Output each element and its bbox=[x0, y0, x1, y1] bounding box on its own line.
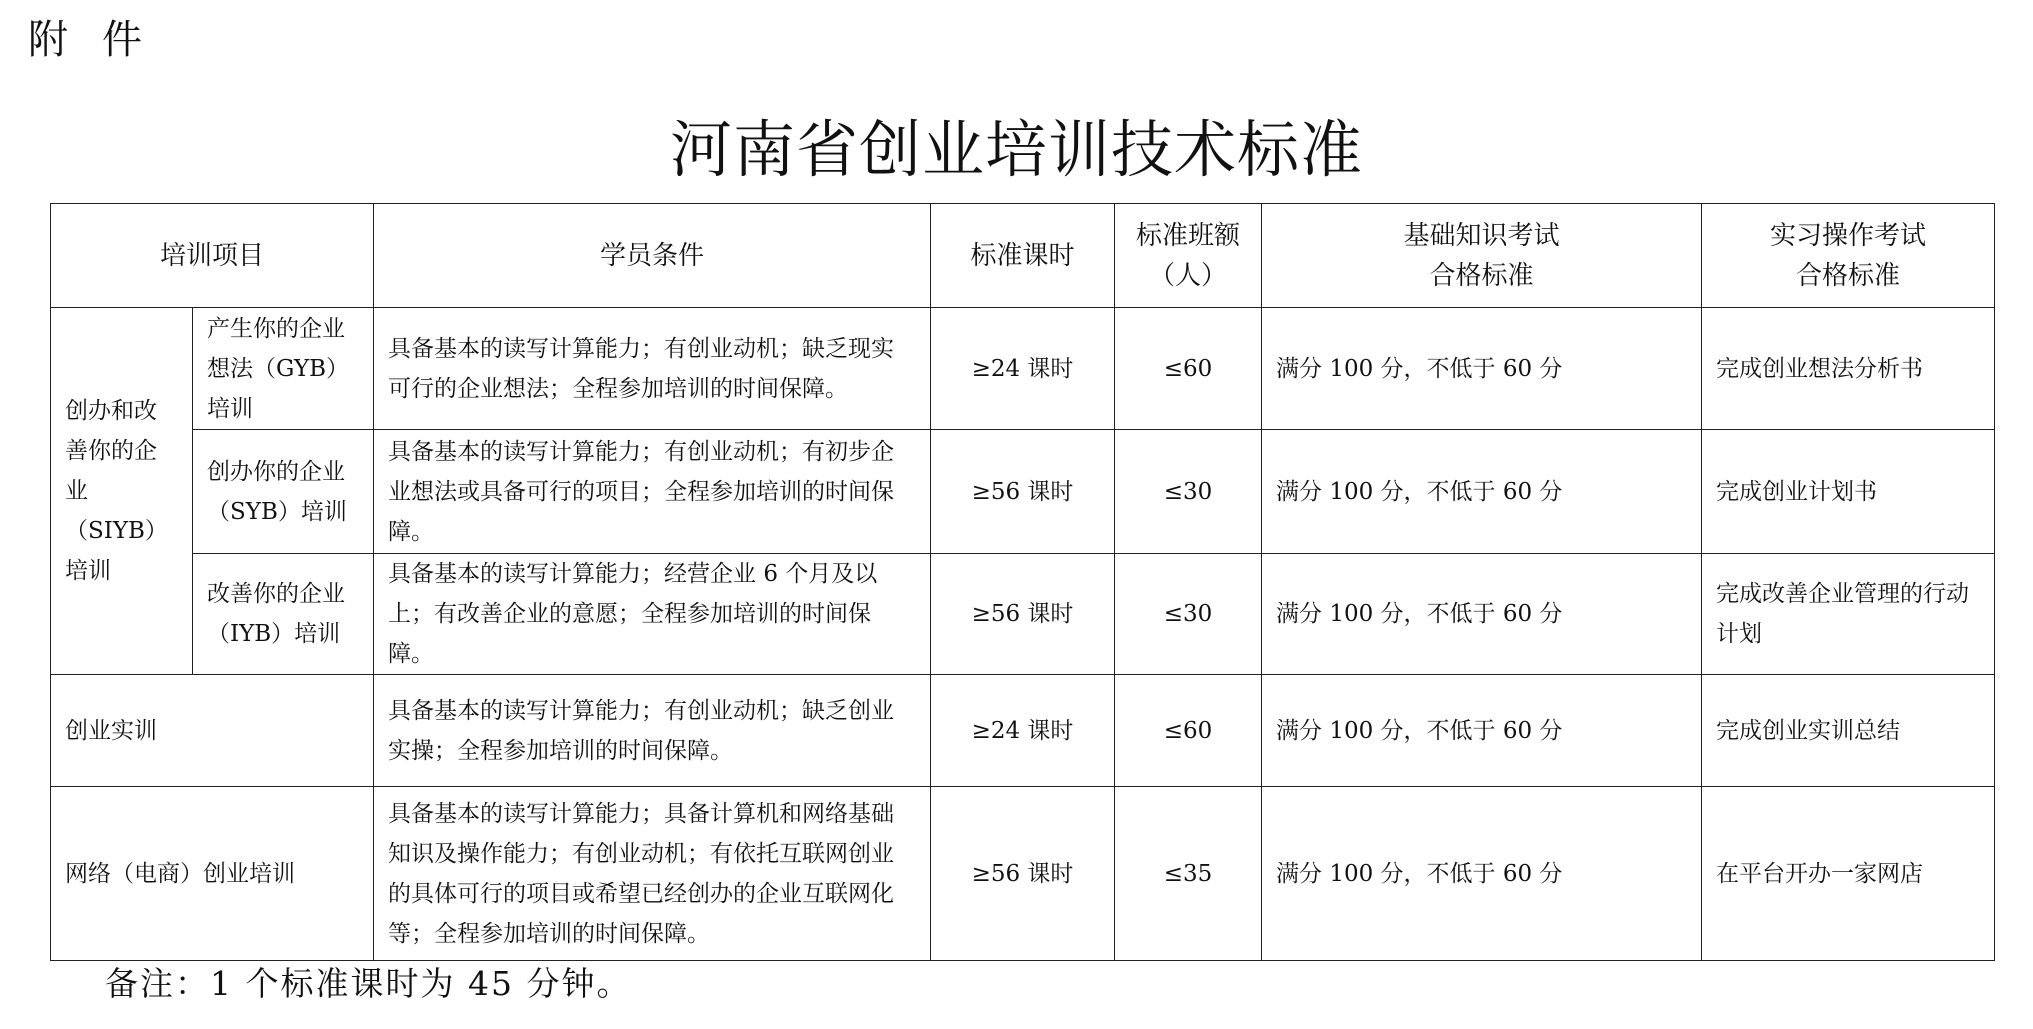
row-project: 网络（电商）创业培训 bbox=[51, 787, 374, 961]
row-practice: 完成创业实训总结 bbox=[1702, 675, 1995, 787]
row-project: 改善你的企业（IYB）培训 bbox=[193, 554, 374, 675]
row-class-size: ≤30 bbox=[1115, 430, 1262, 554]
row-knowledge: 满分 100 分，不低于 60 分 bbox=[1262, 430, 1702, 554]
table-row bbox=[51, 430, 1995, 554]
row-conditions: 具备基本的读写计算能力；有创业动机；缺乏创业实操；全程参加培训的时间保障。 bbox=[374, 675, 931, 787]
row-conditions: 具备基本的读写计算能力；有创业动机；缺乏现实可行的企业想法；全程参加培训的时间保障。 bbox=[374, 308, 931, 430]
row-knowledge: 满分 100 分，不低于 60 分 bbox=[1262, 308, 1702, 430]
siyb-group-cell: 创办和改善你的企业（SIYB）培训 bbox=[51, 308, 193, 675]
row-project: 创办你的企业（SYB）培训 bbox=[193, 430, 374, 554]
row-hours: ≥56 课时 bbox=[931, 430, 1115, 554]
header-practice-exam: 实习操作考试 合格标准 bbox=[1702, 204, 1995, 308]
attachment-label: 附件 bbox=[28, 17, 176, 63]
row-conditions: 具备基本的读写计算能力；经营企业 6 个月及以上；有改善企业的意愿；全程参加培训的时间保障。 bbox=[374, 554, 931, 675]
footnote: 备注：1 个标准课时为 45 分钟。 bbox=[105, 964, 632, 1003]
table-row bbox=[51, 675, 1995, 787]
row-practice: 在平台开办一家网店 bbox=[1702, 787, 1995, 961]
row-knowledge: 满分 100 分，不低于 60 分 bbox=[1262, 787, 1702, 961]
row-class-size: ≤35 bbox=[1115, 787, 1262, 961]
header-conditions: 学员条件 bbox=[374, 204, 931, 308]
header-hours: 标准课时 bbox=[931, 204, 1115, 308]
header-project: 培训项目 bbox=[51, 204, 374, 308]
row-knowledge: 满分 100 分，不低于 60 分 bbox=[1262, 554, 1702, 675]
table-header-row bbox=[51, 204, 1995, 308]
page-title: 河南省创业培训技术标准 bbox=[669, 113, 1363, 186]
row-class-size: ≤60 bbox=[1115, 308, 1262, 430]
row-project: 创业实训 bbox=[51, 675, 374, 787]
table-row bbox=[51, 787, 1995, 961]
row-hours: ≥56 课时 bbox=[931, 554, 1115, 675]
row-knowledge: 满分 100 分，不低于 60 分 bbox=[1262, 675, 1702, 787]
row-hours: ≥56 课时 bbox=[931, 787, 1115, 961]
row-practice: 完成创业想法分析书 bbox=[1702, 308, 1995, 430]
row-class-size: ≤30 bbox=[1115, 554, 1262, 675]
table-row bbox=[51, 308, 1995, 430]
row-practice: 完成改善企业管理的行动计划 bbox=[1702, 554, 1995, 675]
standards-table bbox=[50, 203, 1995, 961]
row-conditions: 具备基本的读写计算能力；有创业动机；有初步企业想法或具备可行的项目；全程参加培训的时间保障。 bbox=[374, 430, 931, 554]
row-class-size: ≤60 bbox=[1115, 675, 1262, 787]
row-hours: ≥24 课时 bbox=[931, 308, 1115, 430]
table-row bbox=[51, 554, 1995, 675]
row-project: 产生你的企业想法（GYB）培训 bbox=[193, 308, 374, 430]
header-knowledge-exam: 基础知识考试 合格标准 bbox=[1262, 204, 1702, 308]
header-class-size: 标准班额 （人） bbox=[1115, 204, 1262, 308]
row-hours: ≥24 课时 bbox=[931, 675, 1115, 787]
row-practice: 完成创业计划书 bbox=[1702, 430, 1995, 554]
row-conditions: 具备基本的读写计算能力；具备计算机和网络基础知识及操作能力；有创业动机；有依托互联网创业的具体可行的项目或希望已经创办的企业互联网化等；全程参加培训的时间保障。 bbox=[374, 787, 931, 961]
